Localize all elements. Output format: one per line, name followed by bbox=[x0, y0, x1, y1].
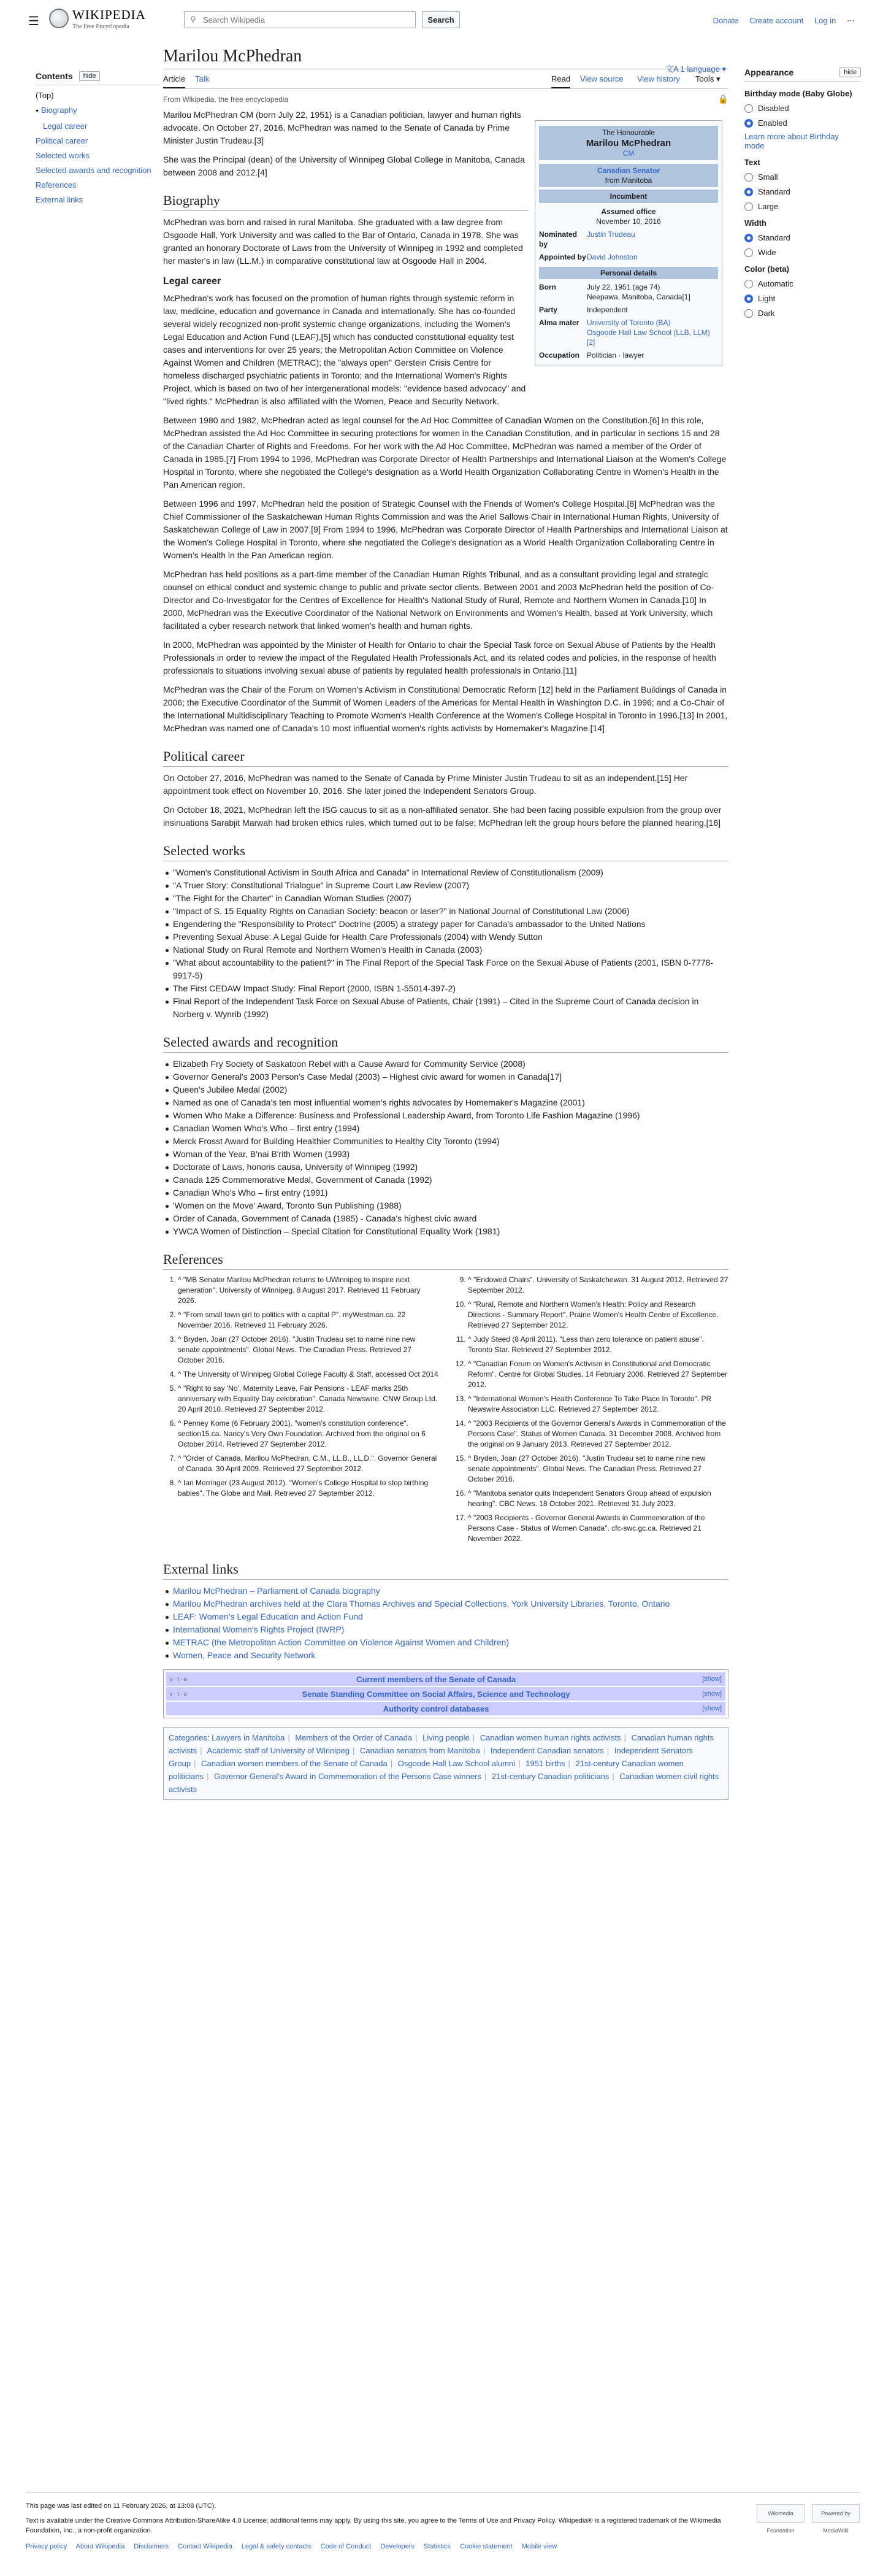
navboxes bbox=[163, 1669, 728, 1718]
infobox-honorific: The Honourable bbox=[602, 128, 656, 137]
infobox-value: Independent bbox=[587, 306, 628, 314]
list-item: Woman of the Year, B'nai B'rith Women (1993) bbox=[163, 1148, 728, 1161]
radio-label[interactable]: Large bbox=[758, 202, 779, 211]
biography-paragraph: McPhedran was born and raised in rural Manitoba. She graduated with a law degree from Osgoode Hall, York University and was called to the Bar of Ontario, Canada in 1978. She was granted an honorary Doctorate of Laws from the University of Winnipeg in 1992 and completed her master's in law (LL.M.) in comparative constitutional law at Osgoode Hall in 2004. bbox=[163, 217, 523, 266]
political-paragraph: On October 18, 2021, McPhedran left the ISG caucus to sit as a non-affiliated senator. She had been facing possible expulsion from the group over insinuations Sarabjit Marwah had broken ethics rules, which turned out to be false; McPhedran left the group hours before the planned hearing.[16] bbox=[163, 805, 722, 828]
language-count[interactable]: 1 language bbox=[680, 64, 720, 74]
navbox-show-toggle[interactable]: [show] bbox=[702, 1705, 722, 1712]
infobox-key: Alma mater bbox=[539, 318, 579, 327]
radio-option[interactable] bbox=[744, 104, 861, 113]
footer-link[interactable]: About Wikipedia bbox=[75, 2543, 125, 2550]
category-link[interactable]: Governor General's Award in Commemoration of the Persons Case winners bbox=[214, 1772, 481, 1781]
footer-links bbox=[26, 2543, 860, 2550]
list-item: "Women's Constitutional Activism in South Africa and Canada" in International Review of Constitutionalism (2009) bbox=[163, 866, 728, 879]
footer-link[interactable]: Statistics bbox=[424, 2543, 451, 2550]
appearance-section-title: Width bbox=[744, 218, 766, 228]
reference-item: 6. ^ Penney Kome (6 February 2001). "women's constitution conference". section15.ca. Nancy's Very Own Foundation. Archived from the original on 6 October 2014. Retrieved 27 September 2012. bbox=[178, 1418, 438, 1450]
donate-link[interactable]: Donate bbox=[713, 16, 739, 25]
tab-talk[interactable]: Talk bbox=[195, 74, 210, 83]
radio-label[interactable]: Standard bbox=[758, 187, 790, 196]
references-list bbox=[163, 1275, 728, 1548]
radio-label[interactable]: Standard bbox=[758, 233, 790, 242]
list-item: Elizabeth Fry Society of Saskatoon Rebel with a Cause Award for Community Service (2008) bbox=[163, 1058, 728, 1071]
reference-item: 2. ^ "From small town girl to politics with a capital P". myWestman.ca. 22 November 2016. Retrieved 11 February 2026. bbox=[178, 1310, 438, 1331]
reference-item: 1. ^ "MB Senator Marilou McPhedran returns to UWinnipeg to inspire next generation". University of Winnipeg. 8 August 2017. Retrieved 11 February 2026. bbox=[178, 1275, 438, 1306]
list-item: Merck Frosst Award for Building Healthier Communities to Healthy City Toronto (1994) bbox=[163, 1135, 728, 1148]
reference-item: 3. ^ Bryden, Joan (27 October 2016). "Justin Trudeau set to name nine new senate appointments". Global News. The Canadian Press. Retrieved 27 October 2016. bbox=[178, 1334, 438, 1366]
infobox-value: Politician · lawyer bbox=[587, 351, 644, 359]
appearance-title: Appearance bbox=[744, 67, 794, 77]
infobox-key: Party bbox=[539, 306, 558, 314]
infobox-value[interactable]: Justin Trudeau bbox=[587, 230, 635, 239]
reference-item: 15. ^ Bryden, Joan (27 October 2016). "Justin Trudeau set to name nine new senate appointments". Global News. The Canadian Press. Retrieved 27 October 2016. bbox=[468, 1453, 728, 1485]
category-link[interactable]: 21st-century Canadian politicians bbox=[491, 1772, 610, 1781]
footer-license: Text is available under the Creative Commons Attribution-ShareAlike 4.0 License; additional terms may apply. By using this site, you agree to the Terms of Use and Privacy Policy. Wikipedia® is a registered trademark of the Wikimedia Foundation, Inc., a non-profit organization. bbox=[26, 2517, 721, 2534]
toc-item-biography[interactable] bbox=[36, 106, 158, 116]
infobox-header bbox=[539, 126, 718, 160]
list-item: The First CEDAW Impact Study: Final Report (2000, ISBN 1-55014-397-2) bbox=[163, 982, 728, 995]
radio-button[interactable] bbox=[744, 173, 753, 182]
radio-button[interactable] bbox=[744, 294, 753, 303]
radio-option[interactable] bbox=[744, 279, 861, 288]
references-column-1 bbox=[163, 1275, 438, 1548]
awards-list bbox=[163, 1058, 728, 1238]
radio-button[interactable] bbox=[744, 104, 753, 113]
reference-item: 13. ^ "International Women's Health Conference To Take Place In Toronto". PR Newswire Association LLC. Retrieved 27 September 2012. bbox=[468, 1394, 728, 1415]
footer-link[interactable]: Disclaimers bbox=[134, 2543, 169, 2550]
chevron-down-icon[interactable]: ▾ bbox=[36, 108, 39, 115]
category-link[interactable]: Canadian human rights activists bbox=[169, 1733, 714, 1755]
infobox-personal-header: Personal details bbox=[539, 267, 718, 279]
reference-item: 8. ^ Ian Merringer (23 August 2012). "Women's College Hospital to stop birthing babies". The Globe and Mail. Retrieved 27 September 2012. bbox=[178, 1478, 438, 1499]
reference-item: 14. ^ "2003 Recipients of the Governor General's Awards in Commemoration of the Persons Case". Status of Women Canada. 31 December 2008. Archived from the original on 9 January 2013. Retrieved 27 September 2012. bbox=[468, 1418, 728, 1450]
birthday-mode-learn-more[interactable]: Learn more about Birthday mode bbox=[744, 132, 839, 150]
list-item: Engendering the "Responsibility to Protect" Doctrine (2005) a strategy paper for Canada's ambassador to the United Nations bbox=[163, 918, 728, 931]
list-item: Governor General's 2003 Person's Case Medal (2003) – Highest civic award for women in Canada[17] bbox=[163, 1071, 728, 1083]
reference-item: 12. ^ "Canadian Forum on Women's Activism in Constitutional and Democratic Reform". Centre for Global Studies. 14 February 2006. Retrieved 27 September 2012. bbox=[468, 1359, 728, 1390]
toc-item-political-career[interactable]: Political career bbox=[36, 136, 88, 145]
list-item: Named as one of Canada's ten most influential women's rights advocates by Homemaker's Magazine (2001) bbox=[163, 1096, 728, 1109]
reference-item: 10. ^ "Rural, Remote and Northern Women's Health: Policy and Research Directions - Summary Report". Prairie Women's Health Centre of Excellence. Retrieved 27 September 2012. bbox=[468, 1299, 728, 1331]
infobox-key: Occupation bbox=[539, 351, 580, 359]
footer-link[interactable]: Mobile view bbox=[521, 2543, 557, 2550]
list-item: 'Women on the Move' Award, Toronto Sun Publishing (1988) bbox=[163, 1199, 728, 1212]
category-link[interactable]: 21st-century Canadian women politicians bbox=[169, 1759, 684, 1781]
page-tabs bbox=[163, 69, 728, 89]
site-logo-tagline: The Free Encyclopedia bbox=[72, 23, 129, 30]
from-wikipedia bbox=[163, 95, 728, 104]
political-paragraph: On October 27, 2016, McPhedran was named to the Senate of Canada by Prime Minister Justin Trudeau to sit as an independent.[15] Her appointment took effect on November 10, 2016. She later joined the Independent Senators Group. bbox=[163, 773, 688, 796]
reference-item: 7. ^ "Order of Canada, Marilou McPhedran, C.M., LL.B., LL.D.". Governor General of Canada. 30 April 2009. Retrieved 27 September 2012. bbox=[178, 1453, 438, 1474]
legal-paragraph: McPhedran has held positions as a part-time member of the Canadian Human Rights Tribunal, and as a consultant providing legal and strategic counsel on ethical conduct and systemic change to public and private sector clients. Between 2001 and 2003 McPhedran held the position of Co-Director and Co-Investigator for the Centres of Excellence for Health's National Study of Rural, Remote and Northern Women in Canada.[10] In 2000, McPhedran was the Executive Coordinator of the National Network on Environments and Women's Health, based at York University, which facilitated a cyber research network that linked women's health and human rights. bbox=[163, 569, 714, 631]
category-link[interactable]: Canadian senators from Manitoba bbox=[359, 1746, 480, 1755]
external-link[interactable]: Marilou McPhedran – Parliament of Canada biography bbox=[163, 1585, 728, 1598]
infobox-row bbox=[539, 229, 718, 249]
radio-label[interactable]: Wide bbox=[758, 248, 776, 257]
infobox-row bbox=[539, 350, 718, 360]
category-link[interactable]: Academic staff of University of Winnipeg bbox=[207, 1746, 350, 1755]
radio-button[interactable] bbox=[744, 309, 753, 318]
radio-option[interactable] bbox=[744, 187, 861, 196]
radio-button[interactable] bbox=[744, 248, 753, 257]
toc-item-references[interactable]: References bbox=[36, 180, 77, 190]
infobox-postnominal[interactable]: CM bbox=[622, 149, 635, 158]
navbox-vte[interactable]: v · t · e bbox=[170, 1676, 188, 1682]
intro-paragraph: Marilou McPhedran CM (born July 22, 1951) is a Canadian politician, lawyer and human rights advocate. On October 27, 2016, McPhedran was named to the Senate of Canada by Prime Minister Justin Trudeau.[3] bbox=[163, 110, 521, 145]
infobox-name: Marilou McPhedran bbox=[586, 138, 671, 148]
list-item: YWCA Women of Distinction – Special Citation for Constitutional Equality Work (1981) bbox=[163, 1225, 728, 1238]
wikimedia-foundation-badge[interactable]: Wikimedia Foundation bbox=[757, 2504, 805, 2523]
navbox-title[interactable]: Senate Standing Committee on Social Affairs, Science and Technology bbox=[302, 1689, 570, 1699]
infobox-row bbox=[539, 282, 718, 302]
main-menu-icon[interactable]: ☰ bbox=[28, 15, 39, 28]
references-column-2 bbox=[453, 1275, 728, 1548]
radio-button[interactable] bbox=[744, 188, 753, 196]
radio-option[interactable] bbox=[744, 294, 861, 303]
radio-label[interactable]: Automatic bbox=[758, 279, 793, 288]
site-logo-wordmark[interactable]: WIKIPEDIA bbox=[72, 7, 146, 22]
infobox-key: Appointed by bbox=[539, 253, 586, 261]
appearance-header bbox=[744, 67, 861, 82]
search-icon: ⚲ bbox=[190, 15, 196, 24]
language-selector[interactable]: 文A 1 language ▾ bbox=[665, 64, 726, 74]
toc-hide-button[interactable]: hide bbox=[79, 71, 101, 81]
category-link[interactable]: Canadian women civil rights activists bbox=[169, 1772, 719, 1794]
radio-button[interactable] bbox=[744, 234, 753, 242]
infobox-value: July 22, 1951 (age 74) Neepawa, Manitoba, Canada[1] bbox=[587, 283, 690, 301]
section-heading-selected-works: Selected works bbox=[163, 843, 728, 861]
appearance-section-title: Text bbox=[744, 158, 760, 167]
footer-link[interactable]: Cookie statement bbox=[460, 2543, 513, 2550]
category-link[interactable]: Lawyers in Manitoba bbox=[212, 1733, 285, 1742]
infobox-assumed-label: Assumed office bbox=[601, 207, 656, 216]
table-of-contents bbox=[36, 71, 158, 210]
list-item: "A Truer Story: Constitutional Trialogue" in Supreme Court Law Review (2007) bbox=[163, 879, 728, 892]
external-links-list bbox=[163, 1585, 728, 1662]
navbox-senate-members[interactable] bbox=[166, 1672, 725, 1686]
legal-paragraph: Between 1996 and 1997, McPhedran held the position of Strategic Counsel with the Friends of Women's College Hospital.[8] McPhedran was the Chief Commissioner of the Saskatchewan Human Rights Commission and was the Ariel Sallows Chair in International Human Rights, University of Saskatchewan College of Law in 2007.[9] From 1994 to 1996, McPhedran was Corporate Director of Health Partnerships and International Liaison at the Women's College Hospital in Toronto, where she negotiated the College's designation as a World Health Organization Collaborating Centre in Women's Health in the Pan American region. bbox=[163, 499, 728, 560]
footer-link[interactable]: Legal & safety contacts bbox=[241, 2543, 312, 2550]
radio-option[interactable] bbox=[744, 233, 861, 242]
powered-by-mediawiki-badge[interactable]: Powered by MediaWiki bbox=[812, 2504, 860, 2523]
reference-item: 9. ^ "Endowed Chairs". University of Saskatchewan. 31 August 2012. Retrieved 27 September 2012. bbox=[468, 1275, 728, 1296]
list-item: Order of Canada, Government of Canada (1985) - Canada's highest civic award bbox=[163, 1212, 728, 1225]
search-button[interactable]: Search bbox=[422, 11, 460, 28]
section-heading-awards: Selected awards and recognition bbox=[163, 1034, 728, 1053]
category-link[interactable]: Independent Senators Group bbox=[169, 1746, 693, 1768]
radio-option[interactable] bbox=[744, 309, 861, 318]
reference-item: 11. ^ Judy Steed (8 April 2011). "Less than zero tolerance on patient abuse". Toronto Star. Retrieved 27 September 2012. bbox=[468, 1334, 728, 1355]
section-heading-political-career: Political career bbox=[163, 748, 728, 767]
navbox-title[interactable]: Current members of the Senate of Canada bbox=[356, 1674, 516, 1684]
toc-item-selected-awards[interactable]: Selected awards and recognition bbox=[36, 166, 151, 175]
radio-button[interactable] bbox=[744, 280, 753, 288]
navbox-senate-committee[interactable] bbox=[166, 1687, 725, 1701]
external-link[interactable]: Women, Peace and Security Network bbox=[163, 1649, 728, 1662]
tab-article[interactable]: Article bbox=[163, 74, 185, 88]
radio-option[interactable] bbox=[744, 202, 861, 211]
tools-menu[interactable]: Tools ▾ bbox=[695, 74, 721, 83]
list-item: Doctorate of Laws, honoris causa, University of Winnipeg (1992) bbox=[163, 1161, 728, 1174]
category-link[interactable]: Living people bbox=[422, 1733, 470, 1742]
infobox-assumed-date: November 10, 2016 bbox=[596, 217, 661, 226]
toc-title: Contents bbox=[36, 71, 73, 81]
toc-item-label[interactable]: Biography bbox=[41, 106, 77, 115]
radio-option[interactable] bbox=[744, 172, 861, 182]
list-item: Canadian Women Who's Who – first entry (1994) bbox=[163, 1122, 728, 1135]
list-item: Final Report of the Independent Task Force on Sexual Abuse of Patients, Chair (1991) – Cited in the Supreme Court of Canada decision in Norberg v. Wynrib (1992) bbox=[163, 995, 728, 1021]
search-input[interactable] bbox=[202, 13, 410, 26]
navbox-title[interactable]: Authority control databases bbox=[383, 1704, 489, 1713]
infobox-value[interactable]: University of Toronto (BA) Osgoode Hall Law School (LLB, LLM)[2] bbox=[587, 318, 710, 347]
toc-item-selected-works[interactable]: Selected works bbox=[36, 151, 90, 160]
infobox-key: Nominated by bbox=[539, 230, 578, 248]
reference-item: 4. ^ The University of Winnipeg Global College Faculty & Staff, accessed Oct 2014 bbox=[178, 1369, 438, 1380]
categories-label[interactable]: Categories bbox=[169, 1733, 207, 1742]
category-link[interactable]: Independent Canadian senators bbox=[490, 1746, 604, 1755]
radio-label[interactable]: Small bbox=[758, 172, 778, 182]
category-link[interactable]: 1951 births bbox=[526, 1759, 565, 1768]
tab-view-source[interactable]: View source bbox=[580, 74, 624, 83]
category-link[interactable]: Canadian women human rights activists bbox=[480, 1733, 621, 1742]
category-link[interactable]: Osgoode Hall Law School alumni bbox=[397, 1759, 516, 1768]
user-links bbox=[705, 16, 855, 26]
lock-icon: 🔒 bbox=[717, 94, 728, 104]
search-box bbox=[184, 11, 416, 28]
more-options-icon[interactable]: ⋯ bbox=[847, 16, 855, 25]
footer-link[interactable]: Code of Conduct bbox=[320, 2543, 372, 2550]
radio-label[interactable]: Disabled bbox=[758, 104, 789, 113]
list-item: Canada 125 Commemorative Medal, Government of Canada (1992) bbox=[163, 1174, 728, 1186]
navbox-vte[interactable]: v · t · e bbox=[170, 1691, 188, 1697]
appearance-section-title: Color (beta) bbox=[744, 264, 789, 274]
wikipedia-globe-icon[interactable] bbox=[49, 9, 69, 28]
list-item: National Study on Rural Remote and Northern Women's Health in Canada (2003) bbox=[163, 944, 728, 956]
legal-paragraph: McPhedran was the Chair of the Forum on Women's Activism in Constitutional Democratic Reform [12] held in the Parliament Buildings of Canada in 2006; the Executive Coordinator of the Summit of Women Leaders of the Americas for Mental Health in Washington D.C. in 1996; and a Co-Chair of the International Multidisciplinary Teaching to Promote Women's Health Conference at the Women's College Hospital in Toronto in 1996.[13] In 2001, McPhedran was named one of Canada's 10 most influential women's rights activists by Homemaker's Magazine.[14] bbox=[163, 685, 728, 733]
tab-read[interactable]: Read bbox=[551, 74, 570, 88]
legal-paragraph: In 2000, McPhedran was appointed by the Minister of Health for Ontario to chair the Special Task force on Sexual Abuse of Patients by the Health Professionals in order to review the impact of the Regulated Health Professionals Act, and its related codes and policies, in the response of health professionals to situations involving sexual abuse of patients by regulated health professionals in Ontario.[11] bbox=[163, 640, 716, 675]
infobox-office-from: from Manitoba bbox=[605, 176, 652, 185]
legal-paragraph: Between 1980 and 1982, McPhedran acted as legal counsel for the Ad Hoc Committee of Canadian Women on the Constitution.[6] In this role, McPhedran assisted the Ad Hoc Committee in securing protections for women in the Canadian Constitution, and in particular in sections 15 and 28 of the Canadian Charter of Rights and Freedoms. For her work with the Ad Hoc Committee, McPhedran was named a member of the Order of Canada in 1985.[7] From 1994 to 1996, McPhedran was Corporate Director of Health Partnerships and International Liaison at the Women's College Hospital in Toronto, where she negotiated the College's designation as a World Health Organization Collaborating Centre in Women's Health in the Pan American region. bbox=[163, 415, 727, 490]
navbox-authority-control[interactable] bbox=[166, 1702, 725, 1715]
list-item: Preventing Sexual Abuse: A Legal Guide for Health Care Professionals (2004) with Wendy Sutton bbox=[163, 931, 728, 944]
radio-button[interactable] bbox=[744, 202, 753, 211]
radio-option[interactable] bbox=[744, 118, 861, 128]
site-header bbox=[0, 0, 883, 40]
intro-paragraph: She was the Principal (dean) of the University of Winnipeg Global College in Manitoba, Canada between 2008 and 2012.[4] bbox=[163, 155, 525, 177]
external-link[interactable]: International Women's Rights Project (IWRP) bbox=[163, 1623, 728, 1636]
categories-box: Categories: Lawyers in Manitoba | Members of the Order of Canada | Living people | Canadian women human rights activists | Canadian human rights activists | Academic staff of University of Winnipeg | Canadian senators from Manitoba | Independent Canadian senators | Independent Senators Group | Canadian women members of the Senate of Canada | Osgoode Hall Law School alumni | 1951 births | 21st-century Canadian women politicians | Governor General's Award in Commemoration of the Persons Case winners | 21st-century Canadian politicians | Canadian women civil rights activists bbox=[163, 1727, 728, 1800]
section-heading-biography: Biography bbox=[163, 193, 529, 211]
infobox-status: Incumbent bbox=[539, 190, 718, 203]
infobox-value[interactable]: David Johnston bbox=[587, 253, 638, 261]
radio-label[interactable]: Enabled bbox=[758, 118, 787, 128]
from-text: From Wikipedia, the free encyclopedia bbox=[163, 95, 289, 104]
reference-item: 5. ^ "Right to say 'No', Maternity Leave, Fair Pensions - LEAF marks 25th anniversary with Equality Day celebration". Canada Newswire. CNW Group Ltd. 20 April 2010. Retrieved 27 September 2012. bbox=[178, 1383, 438, 1415]
appearance-panel bbox=[744, 67, 861, 323]
page-footer bbox=[26, 2492, 860, 2550]
radio-label[interactable]: Dark bbox=[758, 309, 775, 318]
category-link[interactable]: Canadian women members of the Senate of Canada bbox=[201, 1759, 388, 1768]
infobox-office-title[interactable]: Canadian Senator bbox=[597, 166, 660, 175]
navbox-show-toggle[interactable]: [show] bbox=[702, 1690, 722, 1697]
page-title: Marilou McPhedran bbox=[163, 47, 302, 66]
toc-item-external-links[interactable]: External links bbox=[36, 195, 83, 204]
list-item: Canadian Who's Who – first entry (1991) bbox=[163, 1186, 728, 1199]
language-icon: 文A bbox=[665, 64, 681, 74]
infobox-key: Born bbox=[539, 283, 556, 291]
tab-view-history[interactable]: View history bbox=[637, 74, 680, 83]
footer-link[interactable]: Developers bbox=[380, 2543, 415, 2550]
section-heading-external-links: External links bbox=[163, 1561, 728, 1580]
infobox bbox=[535, 120, 722, 366]
legal-paragraph: McPhedran's work has focused on the promotion of human rights through systemic reform in law, medicine, education and governance in Canada and internationally. She has co-founded several widely recognized non-profit systemic change organizations, including the Women's Legal Education and Action Fund (LEAF),[5] which has conducted constitutional equality test cases and interventions for over 25 years; the Metropolitan Action Committee on Violence Against Women and Children (METRAC); the "always open" Gerstein Crisis Centre for homeless discharged psychiatric patients in Toronto; and the International Women's Rights Project, which is based on two of her intergenerational models: "evidence based advocacy" and "lived rights." McPhedran is also affiliated with the Women, Peace and Security Network. bbox=[163, 293, 526, 406]
external-link[interactable]: METRAC (the Metropolitan Action Committee on Violence Against Women and Children) bbox=[163, 1636, 728, 1649]
infobox-row bbox=[539, 318, 718, 347]
toc-item-legal-career[interactable]: Legal career bbox=[43, 121, 88, 131]
radio-option[interactable] bbox=[744, 248, 861, 257]
toc-item-top[interactable]: (Top) bbox=[36, 91, 54, 100]
list-item: Queen's Jubilee Medal (2002) bbox=[163, 1083, 728, 1096]
radio-button[interactable] bbox=[744, 119, 753, 128]
external-link[interactable]: LEAF: Women's Legal Education and Action Fund bbox=[163, 1610, 728, 1623]
appearance-hide-button[interactable]: hide bbox=[839, 67, 861, 77]
category-link[interactable]: Members of the Order of Canada bbox=[295, 1733, 413, 1742]
tools-label[interactable]: Tools bbox=[695, 74, 714, 83]
works-list bbox=[163, 866, 728, 1021]
list-item: "The Fight for the Charter" in Canadian Woman Studies (2007) bbox=[163, 892, 728, 905]
infobox-office bbox=[539, 164, 718, 187]
reference-item: 16. ^ "Manitoba senator quits Independent Senators Group ahead of expulsion hearing". CBC News. 18 October 2021. Retrieved 31 July 2023. bbox=[468, 1488, 728, 1509]
footer-link[interactable]: Privacy policy bbox=[26, 2543, 67, 2550]
navbox-show-toggle[interactable]: [show] bbox=[702, 1675, 722, 1683]
radio-label[interactable]: Light bbox=[758, 294, 776, 303]
create-account-link[interactable]: Create account bbox=[749, 16, 804, 25]
title-bar bbox=[163, 47, 728, 74]
infobox-row bbox=[539, 305, 718, 315]
external-link[interactable]: Marilou McPhedran archives held at the Clara Thomas Archives and Special Collections, York University Libraries, Toronto, Ontario bbox=[163, 1598, 728, 1610]
toc-header bbox=[36, 71, 158, 85]
reference-item: 17. ^ "2003 Recipients - Governor General Awards in Commemoration of the Persons Case - Status of Women Canada". cfc-swc.gc.ca. Retrieved 21 November 2022. bbox=[468, 1513, 728, 1544]
footer-last-edited: This page was last edited on 11 February 2026, at 13:08 (UTC). bbox=[26, 2492, 860, 2510]
list-item: "Impact of S. 15 Equality Rights on Canadian Society: beacon or laser?" in National Journal of Constitutional Law (2006) bbox=[163, 905, 728, 918]
section-heading-references: References bbox=[163, 1251, 728, 1270]
list-item: "What about accountability to the patient?" in The Final Report of the Special Task Force on the Sexual Abuse of Patients (2001, ISBN 0-7778-9917-5) bbox=[163, 956, 728, 982]
infobox-row bbox=[539, 252, 718, 262]
footer-link[interactable]: Contact Wikipedia bbox=[178, 2543, 232, 2550]
section-heading-legal-career: Legal career bbox=[163, 276, 221, 286]
list-item: Women Who Make a Difference: Business and Professional Leadership Award, from Toronto Life Fashion Magazine (1996) bbox=[163, 1109, 728, 1122]
appearance-section-title: Birthday mode (Baby Globe) bbox=[744, 89, 852, 98]
log-in-link[interactable]: Log in bbox=[814, 16, 836, 25]
intro-block bbox=[163, 109, 529, 179]
